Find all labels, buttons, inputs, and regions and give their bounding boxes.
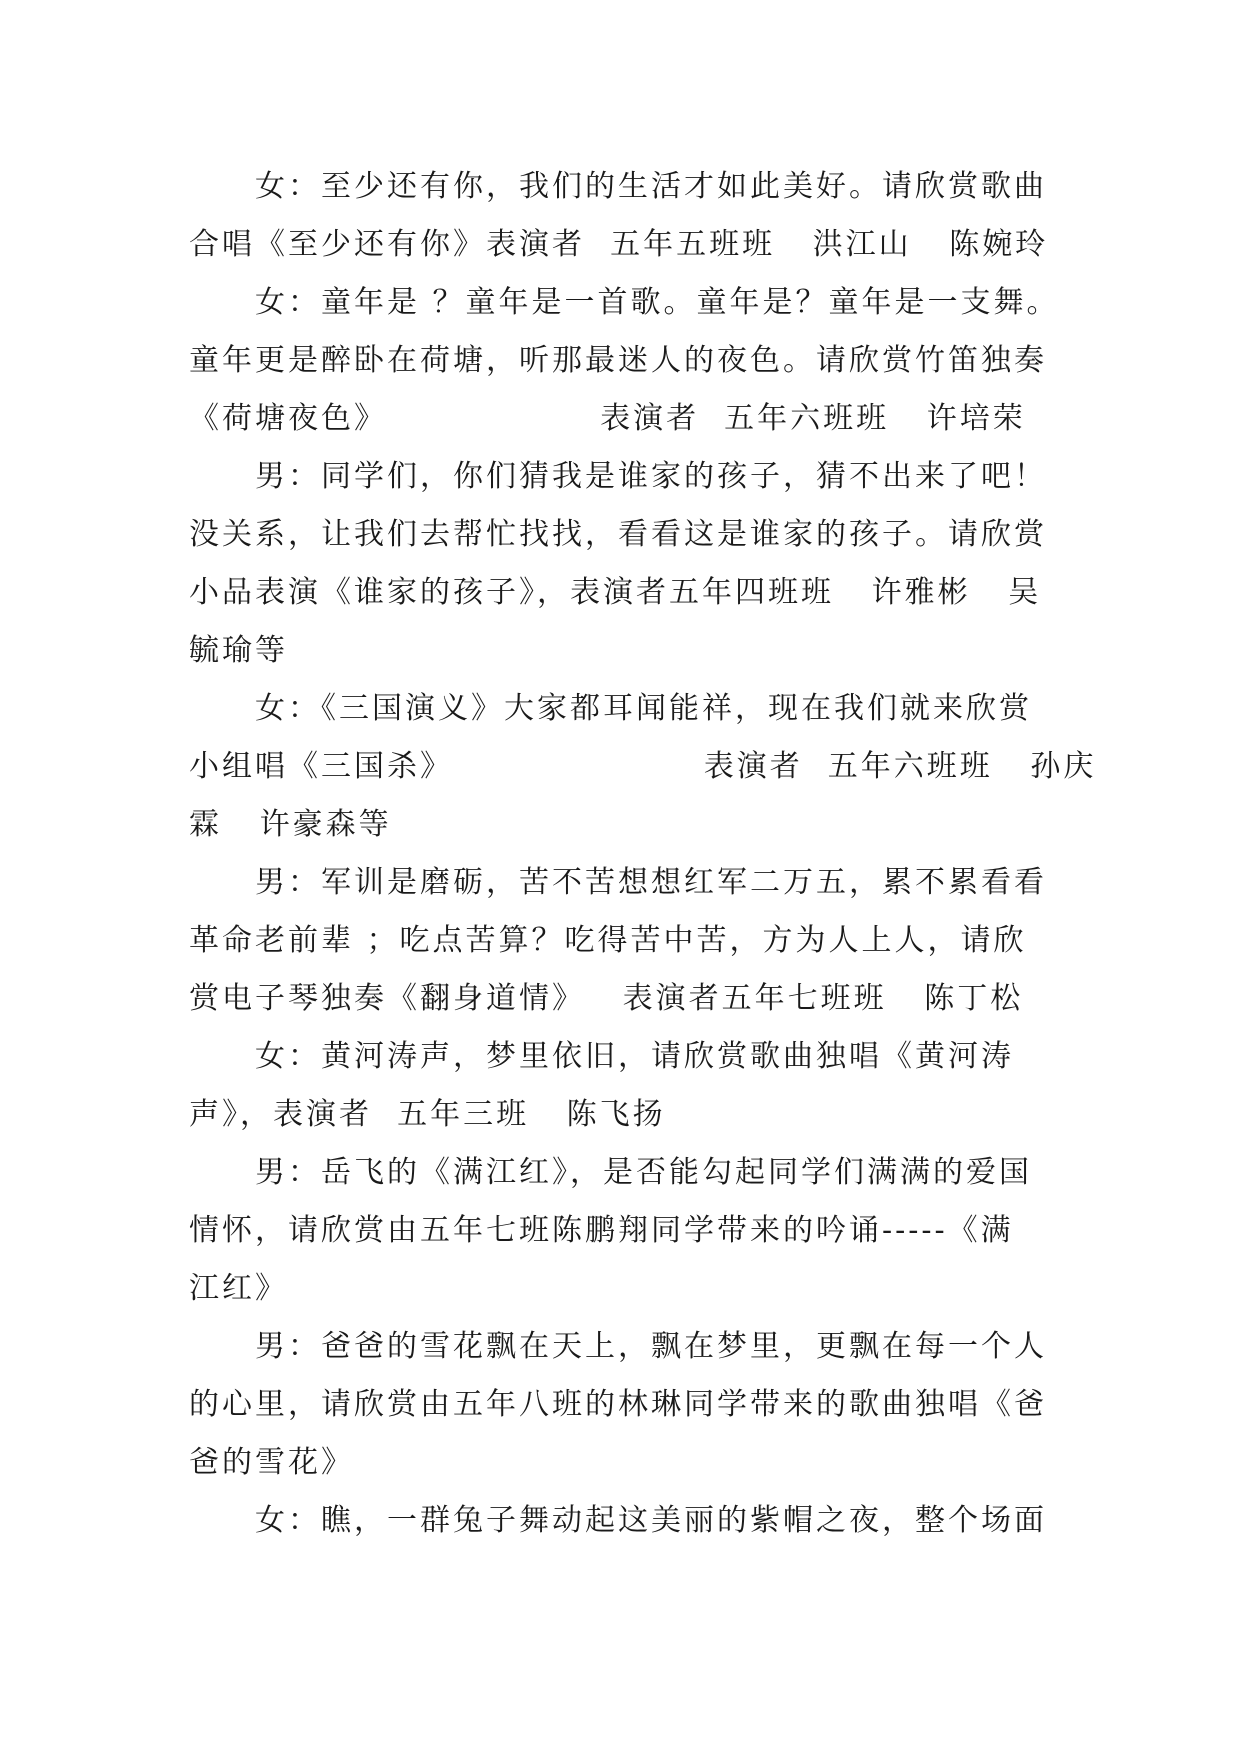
text-line: 江红》 xyxy=(189,1271,288,1306)
text-line: 《荷塘夜色》 表演者 五年六班班 许培荣 xyxy=(189,401,1026,436)
text-line: 的心里，请欣赏由五年八班的林琳同学带来的歌曲独唱《爸 xyxy=(189,1387,1047,1422)
text-line: 女：黄河涛声，梦里依旧，请欣赏歌曲独唱《黄河涛 xyxy=(255,1039,1014,1074)
paragraph xyxy=(189,854,1069,1028)
paragraph xyxy=(189,680,1097,854)
text-line: 毓瑜等 xyxy=(189,633,288,668)
text-line: 小组唱《三国杀》 表演者 五年六班班 孙庆 xyxy=(189,749,1097,784)
text-line: 霖 许豪森等 xyxy=(189,807,392,842)
text-line: 男：爸爸的雪花飘在天上，飘在梦里，更飘在每一个人 xyxy=(255,1329,1047,1364)
document-body xyxy=(189,158,1097,1550)
text-line: 童年更是醉卧在荷塘，听那最迷人的夜色。请欣赏竹笛独奏 xyxy=(189,343,1047,378)
paragraph xyxy=(189,158,1069,274)
text-line: 情怀，请欣赏由五年七班陈鹏翔同学带来的吟诵-----《满 xyxy=(189,1213,1014,1248)
text-line: 没关系，让我们去帮忙找找，看看这是谁家的孩子。请欣赏 xyxy=(189,517,1047,552)
paragraph xyxy=(189,1028,1069,1144)
text-line: 女：瞧，一群兔子舞动起这美丽的紫帽之夜，整个场面 xyxy=(255,1503,1047,1538)
text-line: 声》，表演者 五年三班 陈飞扬 xyxy=(189,1097,666,1132)
text-line: 女：童年是 ？童年是一首歌。童年是？童年是一支舞。 xyxy=(255,285,1060,320)
text-line: 男：军训是磨砺，苦不苦想想红军二万五，累不累看看 xyxy=(255,865,1047,900)
text-line: 男：岳飞的《满江红》，是否能勾起同学们满满的爱国 xyxy=(255,1155,1032,1190)
text-line: 小品表演《谁家的孩子》，表演者五年四班班 许雅彬 吴 xyxy=(189,575,1042,610)
text-line: 赏电子琴独奏《翻身道情》 表演者五年七班班 陈丁松 xyxy=(189,981,1024,1016)
paragraph xyxy=(189,274,1069,448)
paragraph xyxy=(189,1318,1069,1492)
paragraph xyxy=(189,1144,1069,1318)
text-line: 女：《三国演义》大家都耳闻能祥，现在我们就来欣赏 xyxy=(255,691,1032,726)
text-line: 男：同学们，你们猜我是谁家的孩子，猜不出来了吧！ xyxy=(255,459,1047,494)
paragraph xyxy=(189,448,1069,680)
paragraph xyxy=(189,1492,1069,1550)
text-line: 女：至少还有你，我们的生活才如此美好。请欣赏歌曲 xyxy=(255,169,1047,204)
text-line: 革命老前辈 ；吃点苦算？吃得苦中苦，方为人上人，请欣 xyxy=(189,923,1027,958)
text-line: 爸的雪花》 xyxy=(189,1445,354,1480)
text-line: 合唱《至少还有你》表演者 五年五班班 洪江山 陈婉玲 xyxy=(189,227,1049,262)
